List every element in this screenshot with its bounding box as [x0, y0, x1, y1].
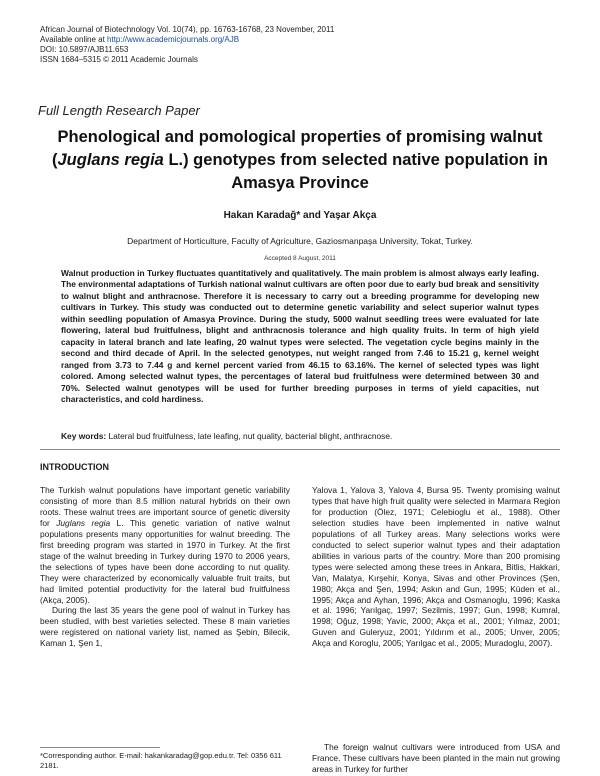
footnote-divider: [40, 747, 160, 748]
intro-p1-species: Juglans regia: [56, 517, 111, 528]
left-column: [40, 485, 290, 649]
title-part-1: Phenological and pomological properties of promising walnut (: [51, 128, 543, 169]
right-paragraph-1: Yalova 1, Yalova 3, Yalova 4, Bursa 95. Twenty promising walnut types that have high fruit quality were selected in Marmara Region for production (Ölez, 1971; Celebioglu et al., 1988). Other selection studies have been implemented in native walnut populations of all Turkey areas. Many selections works were conducted to select superior walnut types and their adaptation abilities in various parts of the country. More than 200 promising types were selected among these trees in Ankara, Bitlis, Hakkari, Van, Malatya, Kırşehir, Konya, Sivas and other Provinces (Şen, 1980; Akça and Şen, 1994; Askın and Gun, 1995; Küden et al., 1995; Akça and Ayhan, 1996; Akça and Osmanoglu, 1996; Kaska et al. 1996; Yarılgaç, 1997; Sezilmis, 1997; Gun, 1998; Kumral, 1998; Oğuz, 1998; Yavic, 2000; Akça et al., 2001; Yılmaz, 2001; Guven and Guleryuz, 2001; Yıldırım et al., 2005; Unver, 2005; Akça and Koroglu, 2005; Yarılgac et al., 2005; Muradoglu, 2007).: [312, 485, 560, 649]
paper-type: Full Length Research Paper: [38, 103, 200, 118]
keywords-label: Key words:: [61, 431, 107, 441]
accepted-date: Accepted 8 August, 2011: [264, 255, 336, 262]
corresponding-author-footnote: *Corresponding author. E-mail: hakankaradag@gop.edu.tr. Tel: 0356 611 2181.: [40, 751, 282, 770]
availability-label: Available online at: [40, 35, 108, 44]
journal-header: [40, 25, 334, 65]
intro-p1-text-a: The Turkish walnut populations have important genetic variability consisting of more than 8.5 million natural hybrids on their own roots. These walnut trees are important source of genetic diversity for: [40, 485, 290, 528]
journal-citation: African Journal of Biotechnology Vol. 10(74), pp. 16763-16768, 23 November, 2011: [40, 25, 335, 34]
section-divider: [40, 449, 560, 450]
intro-paragraph-2: During the last 35 years the gene pool of walnut in Turkey has been studied, with best varieties selected. These 8 main varieties were registered on national variety list, named as Şebin, Bilecik, Kaman 1, Şen 1,: [40, 605, 290, 649]
right-column-end: [312, 742, 560, 775]
title-part-2: L.) genotypes from selected native population in Amasya Province: [163, 151, 548, 192]
right-paragraph-2: The foreign walnut cultivars were introduced from USA and France. These cultivars have been planted in the main nut growing areas in Turkey for further: [312, 742, 560, 774]
affiliation: Department of Horticulture, Faculty of Agriculture, Gaziosmanpaşa University, Tokat, Turkey.: [127, 236, 473, 246]
intro-paragraph-1: [40, 485, 290, 605]
paper-title: [30, 126, 570, 195]
authors: Hakan Karadağ* and Yaşar Akça: [223, 210, 377, 221]
keywords: [61, 431, 539, 442]
intro-heading: INTRODUCTION: [40, 462, 109, 472]
intro-p1-text-b: L. This genetic variation of native walnut populations presents many opportunities for walnut breeding. The first breeding program was started in 1970 in Turkey. At the first stage of the walnut breeding in Turkey during 1970 to 2006 years, the selections of types have been done according to nut quality. They were characterized by economically valuable fruit traits, but had limited potential productivity for the lateral bud fruitfulness (Akça, 2005).: [40, 517, 290, 605]
right-column: [312, 485, 560, 649]
abstract: Walnut production in Turkey fluctuates quantitatively and qualitatively. The main problem is almost always early leafing. The environmental adaptations of Turkish national walnut cultivars are often poor due to early bud break and sensitivity to walnut blight and anthracnose. Therefore it is necessary to carry out a breeding programme for developing new cultivars in Turkey. This study was conducted out to determine genetic variability and select superior walnut types within seedling population of Amasya Province. During the study, 5000 walnut seedling trees were evaluated for late flowering, lateral bud fruitfulness, blight and anthracnosis tolerance and high quality fruits. In term of high yield capacity in lateral branch and late leafing, 20 walnut types were selected. The vegetation cycle begins mainly in the second and third decade of April. In the selected genotypes, nut weight ranged from 7.46 to 15.21 g, kernel weight ranged from 3.73 to 7.44 g and kernel percent varied from 46.15 to 63.16%. The kernel of selected types was light colored. Among selected walnut types, the percentages of lateral bud fruitfulness were determined between 30 and 70%. Selected walnut genotypes will be used for further breeding purposes in terms of yield capacities, nut characteristics, and cold hardiness.: [61, 268, 539, 404]
journal-url-link[interactable]: http://www.academicjournals.org/AJB: [107, 35, 240, 44]
journal-issn: ISSN 1684–5315 © 2011 Academic Journals: [40, 55, 198, 64]
keywords-text: Lateral bud fruitfulness, late leafing, nut quality, bacterial blight, anthracnose.: [106, 431, 393, 441]
journal-availability: [40, 35, 334, 45]
title-species: Juglans regia: [57, 151, 164, 169]
journal-doi: DOI: 10.5897/AJB11.653: [40, 45, 129, 54]
